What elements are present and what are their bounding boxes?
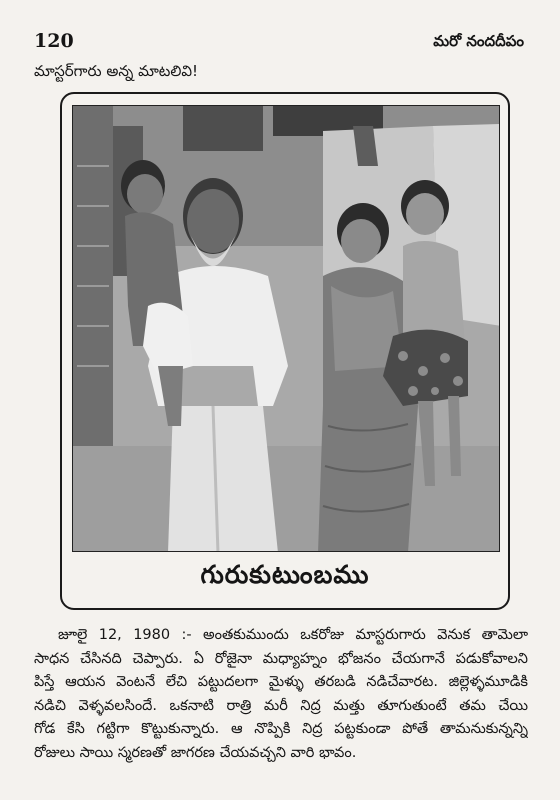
body-paragraph xyxy=(34,624,528,765)
body-line: నడిచి వెళ్ళవలసిందే. ఒకనాటి రాత్రి మరీ నిద్ర మత్తు తూగుతుంటే తమ చేయి xyxy=(34,697,528,714)
body-line: పిస్తే ఆయన వెంటనే లేచి పట్టుదలగా మైళ్ళు తరబడి నడిచేవారట. జిల్లెళ్ళమూడికి xyxy=(34,674,528,690)
page-header xyxy=(34,30,524,56)
opening-line: మాస్టర్‌గారు అన్న మాటలివి! xyxy=(34,62,199,80)
running-head: మరో నందదీపం xyxy=(433,32,524,50)
page-number: 120 xyxy=(34,30,74,52)
figure-caption: గురుకుటుంబము xyxy=(200,560,370,589)
figure-photo xyxy=(72,105,500,552)
body-line: జూలై 12, 1980 :- అంతకుముందు ఒకరోజు మాస్టరుగారు వెనుక తామెలా xyxy=(58,627,528,643)
body-line: సాధన చేసినది చెప్పారు. ఏ రోజైనా మధ్యాహ్నం భోజనం చేయగానే పడుకోవాలని xyxy=(34,650,528,667)
body-line: గోడ కేసి గట్టిగా కొట్టుకున్నారు. ఆ నొప్పికి నిద్ర పట్టకుండా పోతే తామనుకున్నన్ని xyxy=(34,721,528,737)
body-line: రోజులు సాయి స్మరణతో జాగరణ చేయవచ్చని వారి భావం. xyxy=(34,744,357,761)
